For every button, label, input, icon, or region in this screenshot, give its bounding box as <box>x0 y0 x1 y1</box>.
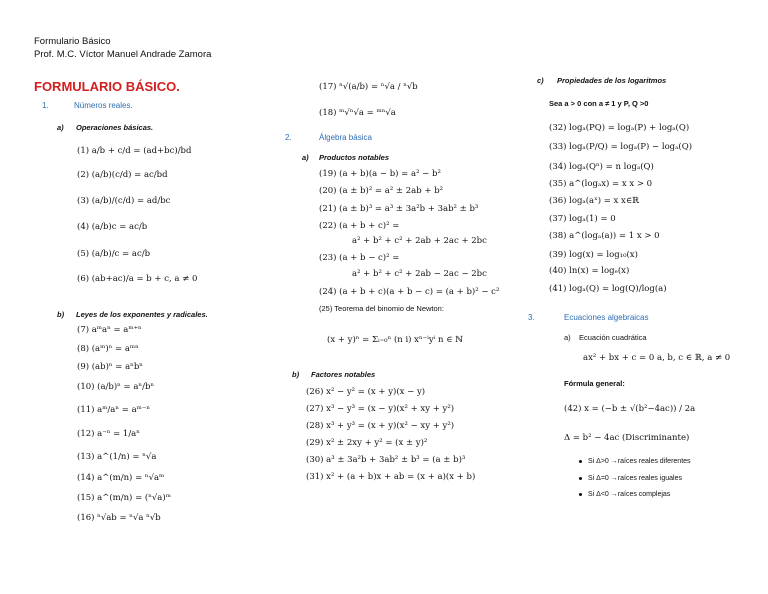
section-3-number: 3. <box>528 313 535 322</box>
formula-9: (9) (ab)ⁿ = aⁿbⁿ <box>77 362 143 372</box>
log-intro: Sea a > 0 con a ≠ 1 y P, Q >0 <box>549 99 649 108</box>
bullet-icon <box>579 477 582 480</box>
formula-22-expansion: a² + b² + c² + 2ab + 2ac + 2bc <box>352 236 487 246</box>
formula-24: (24) (a + b + c)(a + b − c) = (a + b)² − c² <box>319 287 500 297</box>
subsection-a-label: a) <box>57 123 64 132</box>
quadratic-equation: ax² + bx + c = 0 a, b, c ∈ ℝ, a ≠ 0 <box>583 353 731 363</box>
formula-2: (2) (a/b)(c/d) = ac/bd <box>77 170 168 180</box>
formula-18: (18) ᵐ√ⁿ√a = ᵐⁿ√a <box>319 108 396 118</box>
subsection-2b-title: Factores notables <box>311 370 376 379</box>
header-line-2: Prof. M.C. Víctor Manuel Andrade Zamora <box>34 49 212 60</box>
formula-13: (13) a^(1/n) = ⁿ√a <box>77 452 157 462</box>
header-line-1: Formulario Básico <box>34 36 111 47</box>
formula-21: (21) (a ± b)³ = a³ ± 3a²b + 3ab² ± b³ <box>319 204 479 214</box>
formula-3: (3) (a/b)/(c/d) = ad/bc <box>77 196 171 206</box>
formula-11: (11) aᵐ/aⁿ = aᵐ⁻ⁿ <box>77 405 151 415</box>
subsection-b-title: Leyes de los exponentes y radicales. <box>76 310 208 319</box>
formula-37: (37) logₐ(1) = 0 <box>549 214 616 224</box>
formula-30: (30) a³ ± 3a²b + 3ab² ± b³ = (a ± b)³ <box>306 455 466 465</box>
formula-10: (10) (a/b)ⁿ = aⁿ/bⁿ <box>77 382 155 392</box>
formula-12: (12) a⁻ⁿ = 1/aⁿ <box>77 429 140 439</box>
formula-32: (32) logₐ(PQ) = logₐ(P) + logₐ(Q) <box>549 123 690 133</box>
formula-16: (16) ⁿ√ab = ⁿ√a ⁿ√b <box>77 513 161 523</box>
formula-23: (23) (a + b − c)² = <box>319 253 400 263</box>
formula-26: (26) x² − y² = (x + y)(x − y) <box>306 387 426 397</box>
formula-7: (7) aᵐaⁿ = aᵐ⁺ⁿ <box>77 325 142 335</box>
bullet-icon <box>579 493 582 496</box>
subsection-2a-label: a) <box>302 153 309 162</box>
formula-23-expansion: a² + b² + c² + 2ab − 2ac − 2bc <box>352 269 487 279</box>
formula-20: (20) (a ± b)² = a² ± 2ab + b² <box>319 186 444 196</box>
section-2-number: 2. <box>285 133 292 142</box>
formula-35: (35) a^(logₐx) = x x > 0 <box>549 179 653 189</box>
formula-28: (28) x³ + y³ = (x + y)(x² − xy + y²) <box>306 421 455 431</box>
general-formula-label: Fórmula general: <box>564 379 625 388</box>
formula-33: (33) logₐ(P/Q) = logₐ(P) − logₐ(Q) <box>549 142 693 152</box>
bullet-item-1 <box>579 458 691 465</box>
formula-42: (42) x = (−b ± √(b²−4ac)) / 2a <box>564 404 696 414</box>
formula-41: (41) logₐ(Q) = log(Q)/log(a) <box>549 284 667 294</box>
section-3-title: Ecuaciones algebraicas <box>564 313 649 322</box>
discriminant: Δ = b² − 4ac (Discriminante) <box>564 433 690 443</box>
bullet-text-1: Si Δ>0 →raíces reales diferentes <box>588 458 691 465</box>
formula-17: (17) ⁿ√(a/b) = ⁿ√a / ⁿ√b <box>319 82 418 92</box>
page-title: FORMULARIO BÁSICO. <box>34 79 180 94</box>
formula-4: (4) (a/b)c = ac/b <box>77 222 148 232</box>
formula-36: (36) logₐ(aˣ) = x x∈ℝ <box>549 196 640 206</box>
subsection-2a-title: Productos notables <box>319 153 390 162</box>
formula-39: (39) log(x) = log₁₀(x) <box>549 250 638 260</box>
subsection-2c-label: c) <box>537 76 544 85</box>
formula-40: (40) ln(x) = logₑ(x) <box>549 266 630 276</box>
section-2-title: Álgebra básica <box>319 133 372 142</box>
formula-34: (34) logₐ(Qⁿ) = n logₐ(Q) <box>549 162 654 172</box>
formula-38: (38) a^(logₐ(a)) = 1 x > 0 <box>549 231 660 241</box>
formula-29: (29) x² ± 2xy + y² = (x ± y)² <box>306 438 428 448</box>
formula-1: (1) a/b + c/d = (ad+bc)/bd <box>77 146 192 156</box>
formula-25: (x + y)ⁿ = Σᵢ₌₀ⁿ (n i) xⁿ⁻ⁱyⁱ n ∈ ℕ <box>327 335 463 345</box>
bullet-text-3: Si Δ<0 →raíces complejas <box>588 491 671 498</box>
subsection-2b-label: b) <box>292 370 300 379</box>
formula-27: (27) x³ − y³ = (x − y)(x² + xy + y²) <box>306 404 455 414</box>
subsection-a-title: Operaciones básicas. <box>76 123 154 132</box>
formula-6: (6) (ab+ac)/a = b + c, a ≠ 0 <box>77 274 198 284</box>
section-1-number: 1. <box>42 101 49 110</box>
subsection-3a-label: a) <box>564 333 571 342</box>
subsection-2c-title: Propiedades de los logaritmos <box>557 76 667 85</box>
formula-31: (31) x² + (a + b)x + ab = (x + a)(x + b) <box>306 472 476 482</box>
formula-8: (8) (aᵐ)ⁿ = aᵐⁿ <box>77 344 139 354</box>
formula-19: (19) (a + b)(a − b) = a² − b² <box>319 169 441 179</box>
bullet-text-2: Si Δ=0 →raíces reales iguales <box>588 475 682 482</box>
formula-5: (5) (a/b)/c = ac/b <box>77 249 151 259</box>
subsection-3a-title: Ecuación cuadrática <box>579 333 647 342</box>
bullet-item-2 <box>579 475 682 482</box>
formula-22: (22) (a + b + c)² = <box>319 221 400 231</box>
bullet-item-3 <box>579 491 670 498</box>
section-1-title: Números reales. <box>74 101 133 110</box>
formula-14: (14) a^(m/n) = ⁿ√aᵐ <box>77 473 165 483</box>
subsection-b-label: b) <box>57 310 65 319</box>
bullet-icon <box>579 460 582 463</box>
formula-25-title: (25) Teorema del binomio de Newton: <box>319 304 444 313</box>
formula-15: (15) a^(m/n) = (ⁿ√a)ᵐ <box>77 493 171 503</box>
